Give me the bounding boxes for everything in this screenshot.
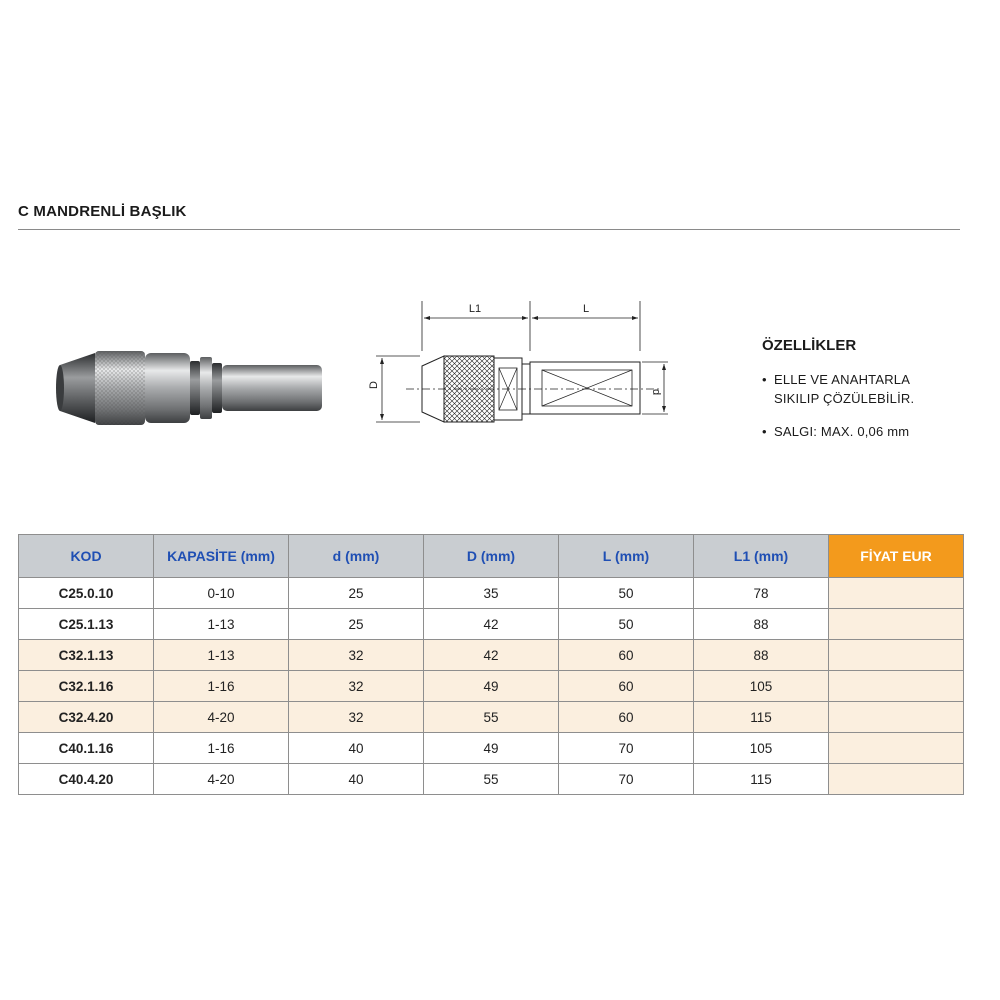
page-title: C MANDRENLİ BAŞLIK bbox=[18, 203, 187, 220]
bullet-icon: • bbox=[762, 372, 767, 387]
col-header-l: L (mm) bbox=[559, 535, 694, 578]
cell-kod: C32.1.13 bbox=[19, 640, 154, 671]
cell-price bbox=[829, 640, 964, 671]
bullet-icon: • bbox=[762, 424, 767, 439]
small-d-dimension-label: d bbox=[650, 389, 662, 396]
cell-kod: C25.1.13 bbox=[19, 609, 154, 640]
cell-big-d: 55 bbox=[424, 702, 559, 733]
cell-l1: 88 bbox=[694, 609, 829, 640]
cell-l: 70 bbox=[559, 733, 694, 764]
cell-price bbox=[829, 671, 964, 702]
cell-big-d: 42 bbox=[424, 640, 559, 671]
cell-small-d: 32 bbox=[289, 702, 424, 733]
cell-kod: C40.4.20 bbox=[19, 764, 154, 795]
table-row bbox=[19, 733, 964, 764]
technical-drawing bbox=[362, 296, 682, 436]
cell-kapasite: 0-10 bbox=[154, 578, 289, 609]
cell-l1: 105 bbox=[694, 671, 829, 702]
col-header-kod: KOD bbox=[19, 535, 154, 578]
cell-price bbox=[829, 609, 964, 640]
cell-kapasite: 4-20 bbox=[154, 764, 289, 795]
l1-dimension-label: L1 bbox=[468, 303, 482, 315]
col-header-small-d: d (mm) bbox=[289, 535, 424, 578]
col-header-big-d: D (mm) bbox=[424, 535, 559, 578]
cell-big-d: 42 bbox=[424, 609, 559, 640]
cell-price bbox=[829, 578, 964, 609]
cell-kapasite: 1-13 bbox=[154, 640, 289, 671]
feature-item bbox=[762, 422, 982, 441]
cell-l1: 78 bbox=[694, 578, 829, 609]
table-row bbox=[19, 640, 964, 671]
table-row bbox=[19, 609, 964, 640]
feature-text: SALGI: MAX. 0,06 mm bbox=[774, 424, 910, 439]
cell-small-d: 25 bbox=[289, 609, 424, 640]
cell-small-d: 32 bbox=[289, 671, 424, 702]
col-header-l1: L1 (mm) bbox=[694, 535, 829, 578]
table-row bbox=[19, 578, 964, 609]
cell-l: 60 bbox=[559, 640, 694, 671]
cell-price bbox=[829, 733, 964, 764]
table-row bbox=[19, 764, 964, 795]
cell-price bbox=[829, 764, 964, 795]
cell-kod: C32.4.20 bbox=[19, 702, 154, 733]
cell-kapasite: 1-16 bbox=[154, 733, 289, 764]
features-title: ÖZELLİKLER bbox=[762, 337, 857, 354]
cell-l: 50 bbox=[559, 609, 694, 640]
cell-small-d: 40 bbox=[289, 733, 424, 764]
cell-l: 70 bbox=[559, 764, 694, 795]
cell-l1: 115 bbox=[694, 702, 829, 733]
cell-price bbox=[829, 702, 964, 733]
big-d-dimension-label: D bbox=[368, 381, 380, 389]
feature-item bbox=[762, 370, 982, 408]
table-row bbox=[19, 702, 964, 733]
cell-kapasite: 1-13 bbox=[154, 609, 289, 640]
cell-big-d: 49 bbox=[424, 671, 559, 702]
table-header-row bbox=[19, 535, 964, 578]
cell-small-d: 40 bbox=[289, 764, 424, 795]
col-header-price: FİYAT EUR bbox=[829, 535, 964, 578]
col-header-kapasite: KAPASİTE (mm) bbox=[154, 535, 289, 578]
cell-small-d: 32 bbox=[289, 640, 424, 671]
product-photo bbox=[50, 343, 330, 433]
cell-l: 50 bbox=[559, 578, 694, 609]
feature-text: ELLE VE ANAHTARLA SIKILIP ÇÖZÜLEBİLİR. bbox=[774, 372, 915, 406]
spec-table bbox=[18, 534, 964, 795]
cell-big-d: 35 bbox=[424, 578, 559, 609]
cell-l: 60 bbox=[559, 702, 694, 733]
features-panel bbox=[762, 337, 982, 455]
cell-kod: C32.1.16 bbox=[19, 671, 154, 702]
cell-l1: 105 bbox=[694, 733, 829, 764]
cell-big-d: 49 bbox=[424, 733, 559, 764]
cell-kod: C25.0.10 bbox=[19, 578, 154, 609]
l-dimension-label: L bbox=[582, 303, 590, 315]
cell-l: 60 bbox=[559, 671, 694, 702]
cell-l1: 115 bbox=[694, 764, 829, 795]
cell-kod: C40.1.16 bbox=[19, 733, 154, 764]
cell-small-d: 25 bbox=[289, 578, 424, 609]
cell-kapasite: 4-20 bbox=[154, 702, 289, 733]
cell-l1: 88 bbox=[694, 640, 829, 671]
title-divider bbox=[18, 229, 960, 230]
cell-big-d: 55 bbox=[424, 764, 559, 795]
table-row bbox=[19, 671, 964, 702]
cell-kapasite: 1-16 bbox=[154, 671, 289, 702]
